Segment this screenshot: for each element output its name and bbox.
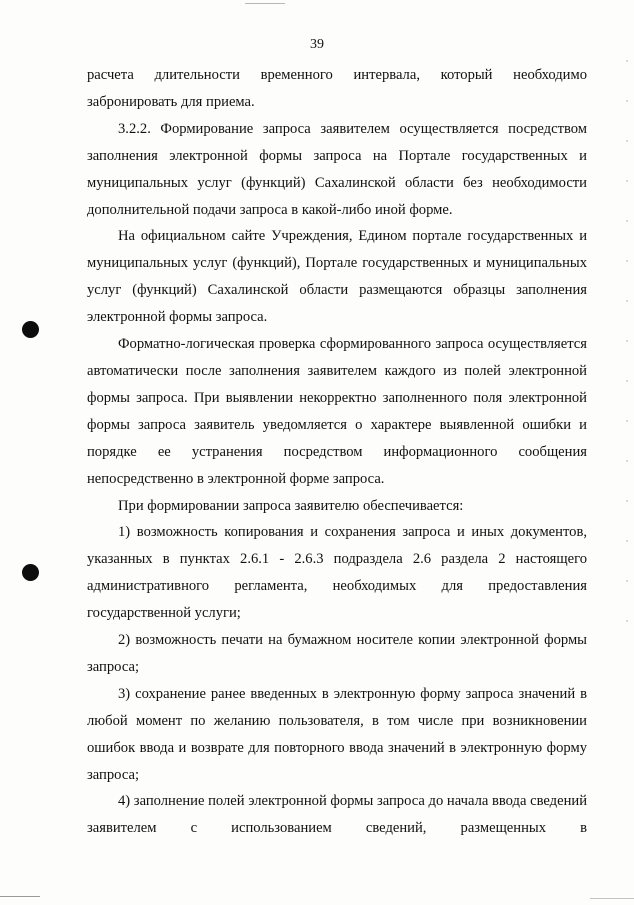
paragraph-3: На официальном сайте Учреждения, Едином портале государственных и муниципальных услуг (функций), Портале государственных и муниципальных услуг (функций) Сахалинской области размещаются образцы заполнения электронной формы запроса. (87, 228, 587, 326)
paragraph-2: 3.2.2. Формирование запроса заявителем осуществляется посредством заполнения электронной формы запроса на Портале государственных и муниципальных услуг (функций) Сахалинской области без необходимости дополнительной подачи запроса в какой-либо иной форме. (87, 120, 587, 218)
paragraph-9: 4) заполнение полей электронной формы запроса до начала ввода сведений заявителем с использованием сведений, размещенных в (87, 793, 587, 837)
paragraph-5: При формировании запроса заявителю обеспечивается: (118, 497, 464, 514)
scan-artifact-bottom-right (590, 898, 634, 899)
paragraph-4: Форматно-логическая проверка сформированного запроса осуществляется автоматически после заполнения заявителем каждого из полей электронной формы запроса. При выявлении некорректно заполненного поля электронной формы запроса заявитель уведомляется о характере выявленной ошибки и порядке ее устранения посредством информационного сообщения непосредственно в электронной форме запроса. (87, 336, 587, 487)
paragraph-1: расчета длительности временного интервала, который необходимо забронировать для приема. (87, 67, 587, 110)
scan-artifact-top (245, 3, 285, 4)
body-text (87, 62, 587, 842)
punch-hole-top (22, 321, 39, 338)
paragraph-8: 3) сохранение ранее введенных в электронную форму запроса значений в любой момент по желанию пользователя, в том числе при возникновении ошибок ввода и возврате для повторного ввода значений в электронную форму запроса; (87, 685, 587, 783)
paragraph-7: 2) возможность печати на бумажном носителе копии электронной формы запроса; (87, 632, 587, 675)
scan-artifact-edge (626, 60, 628, 660)
page-number: 39 (310, 37, 324, 52)
punch-hole-bottom (22, 564, 39, 581)
scan-artifact-bottom-left (0, 896, 40, 897)
paragraph-6: 1) возможность копирования и сохранения запроса и иных документов, указанных в пунктах 2.6.1 - 2.6.3 подраздела 2.6 раздела 2 настоящего административного регламента, необходимых для предоставления государственной услуги; (87, 524, 587, 622)
